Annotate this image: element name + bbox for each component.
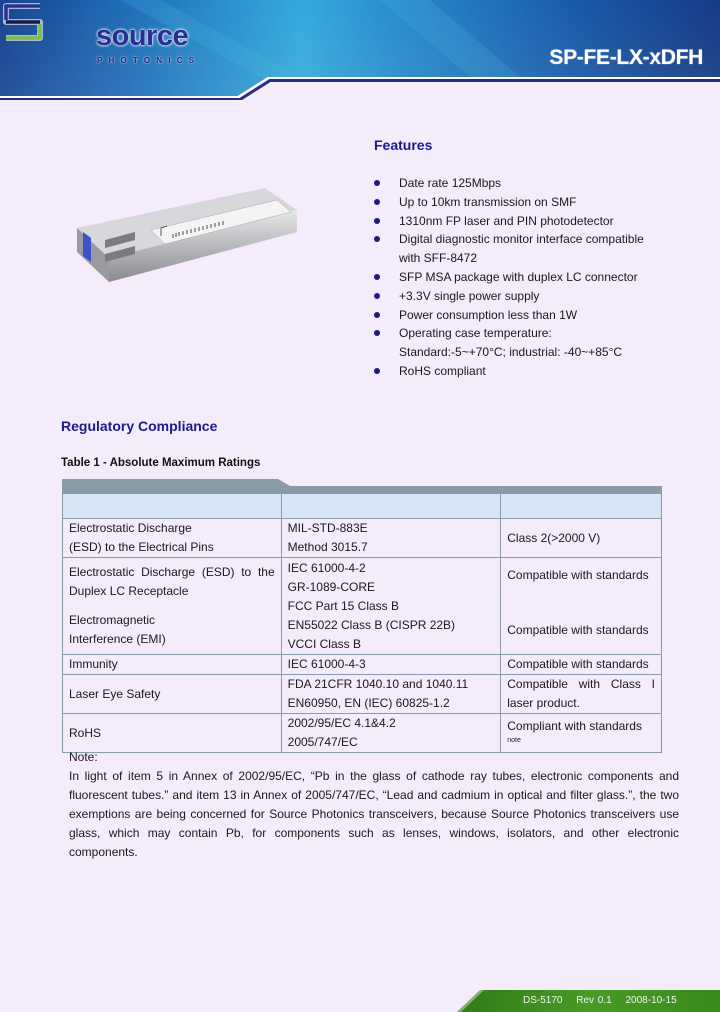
feature-item: Digital diagnostic monitor interface compatible with SFF-8472 [374, 230, 674, 268]
brand-name: source [96, 20, 189, 52]
bullet-icon [374, 312, 380, 318]
bullet-icon [374, 236, 380, 242]
feature-cell: Immunity [63, 655, 282, 675]
feature-cell: Electrostatic Discharge (ESD) to the Electrical Pins [63, 519, 282, 558]
footer-info [523, 995, 687, 1006]
note-reference: note [507, 737, 521, 744]
bullet-icon [374, 180, 380, 186]
feature-cell: Electrostatic Discharge (ESD) to the Duplex LC Receptacle Electromagnetic Interference (EMI) [63, 558, 282, 655]
feature-item: 1310nm FP laser and PIN photodetector [374, 212, 674, 231]
table-caption: Table 1 - Absolute Maximum Ratings [61, 457, 261, 469]
features-heading: Features [374, 137, 433, 153]
note-label: Note: [69, 750, 98, 764]
header-cell [63, 494, 282, 519]
bullet-icon [374, 199, 380, 205]
table-header-row [63, 494, 662, 519]
feature-item: Power consumption less than 1W [374, 306, 674, 325]
doc-date: 2008-10-15 [625, 995, 677, 1006]
header-cell [501, 494, 662, 519]
table-row [63, 714, 662, 753]
doc-number: DS-5170 [523, 995, 563, 1006]
bullet-icon [374, 218, 380, 224]
feature-item: SFP MSA package with duplex LC connector [374, 268, 674, 287]
table-row [63, 558, 662, 655]
bullet-icon [374, 368, 380, 374]
feature-item: Date rate 125Mbps [374, 174, 674, 193]
performance-cell: Compatible with Class I laser product. [501, 675, 662, 714]
performance-cell: Compliant with standards note [501, 714, 662, 753]
header-banner [0, 0, 720, 100]
regulatory-heading: Regulatory Compliance [61, 418, 218, 434]
standard-cell: IEC 61000-4-2 GR-1089-CORE FCC Part 15 Class B EN55022 Class B (CISPR 22B) VCCI Class B [281, 558, 501, 655]
bullet-icon [374, 274, 380, 280]
performance-cell: Compatible with standards [501, 655, 662, 675]
table-header-band [62, 479, 662, 493]
features-list [374, 174, 674, 381]
feature-item: +3.3V single power supply [374, 287, 674, 306]
table-row [63, 655, 662, 675]
bullet-icon [374, 330, 380, 336]
feature-cell: RoHS [63, 714, 282, 753]
rohs-note [69, 748, 679, 862]
feature-item: RoHS compliant [374, 362, 674, 381]
feature-item: Up to 10km transmission on SMF [374, 193, 674, 212]
note-text: In light of item 5 in Annex of 2002/95/EC, “Pb in the glass of cathode ray tubes, electronic components and fluorescent tubes.” and item 13 in Annex of 2005/747/EC, “Lead and cadmium in optical and filter glass.”, the two exemptions are being concerned for Source Photonics transceivers, because Source Photonics transceivers use glass, which may contain Pb, for components such as lenses, windows, isolators, and other electronic components. [69, 769, 679, 859]
table-row [63, 675, 662, 714]
feature-cell: Laser Eye Safety [63, 675, 282, 714]
table-row [63, 519, 662, 558]
bullet-icon [374, 293, 380, 299]
sfp-module-icon [65, 180, 305, 300]
feature-item: Operating case temperature: Standard:-5~+70°C; industrial: -40~+85°C [374, 324, 674, 362]
performance-cell: Class 2(>2000 V) [501, 519, 662, 558]
standard-cell: 2002/95/EC 4.1&4.2 2005/747/EC [281, 714, 501, 753]
performance-cell: Compatible with standards Compatible with standards [501, 558, 662, 655]
header-cell [281, 494, 501, 519]
standard-cell: MIL-STD-883E Method 3015.7 [281, 519, 501, 558]
standard-cell: FDA 21CFR 1040.10 and 1040.11 EN60950, EN (IEC) 60825-1.2 [281, 675, 501, 714]
source-photonics-logo-icon [0, 0, 50, 44]
document-title: SP-FE-LX-xDFH [549, 46, 703, 69]
revision: Rev 0.1 [576, 995, 612, 1006]
brand-subtitle: PHOTONICS [97, 56, 201, 65]
standard-cell: IEC 61000-4-3 [281, 655, 501, 675]
